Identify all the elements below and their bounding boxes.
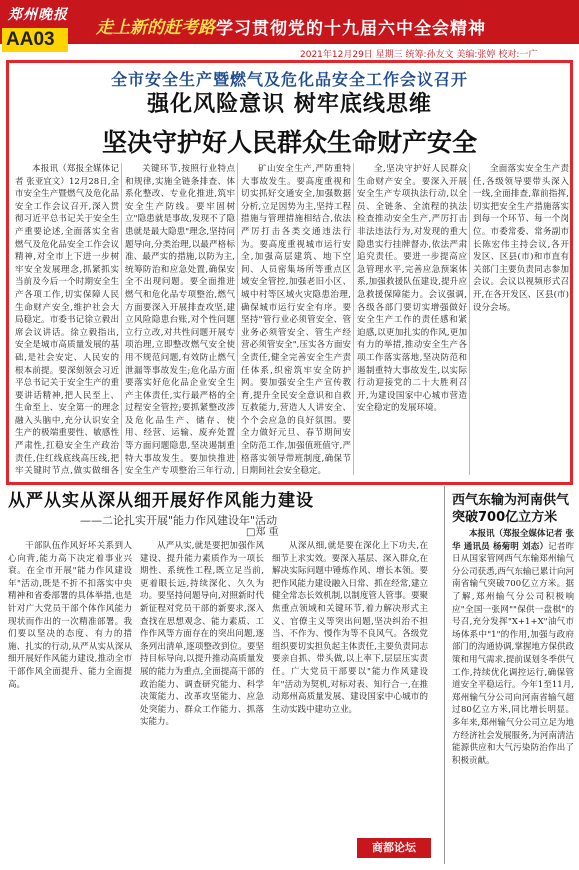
feature-column-4 (357, 163, 467, 475)
feature-headline-line1: 强化风险意识 树牢底线思维 (147, 91, 432, 117)
commentary-column-text: 从严从实,就是要把加强作风建设、提升能力素质作为一项长期性、系统性工程,既立足当前,更着眼长远,持续深化、久久为功。要坚持问题导向,对照新时代新征程对党员干部的新要求,深入查找在思想观念、能力素质、工作作风等方面存在的突出问题,逐条列出清单,逐项整改到位。要坚持目标导向,以提升推动高质量发展的能力为重点,全面提高干部的政治能力、调查研究能力、科学决策能力、改革攻坚能力、应急处突能力、群众工作能力、抓落实能力。 (140, 541, 264, 728)
commentary-byline: □郑 重 (246, 527, 279, 538)
feature-column-text: 关键环节,按照行业特点和规律,实施全链条排查、体系化整改、专业化推进,筑牢安全生产防线。要牢固树立"隐患就是事故,发现不了隐患就是最大隐患"理念,坚持问题导向,分类治理,以最严格标准、最严实的措施,以防为主,统筹防治和应急处置,确保安全不出现问题。要全面推进燃气和危化品专项整治,燃气方面要深入开展排查攻坚,建立风险隐患台账,对个性问题立行立改,对共性问题开展专项治理,立即整改燃气安全使用不规范问题,有效防止燃气泄漏等事故发生;危化品方面要落实好危化品企业安全生产主体责任,实行最严格的全过程安全管控;要抓紧整改涉及危化品生产、储存、使用、经营、运输、废弃处置等方面问题隐患,坚决遏制重特大事故发生。要加快推进安全生产专项整治三年行动, (125, 164, 235, 475)
dateline: 2021年12月29日 星期三 统筹:孙友文 美编:张婷 校对:一广 (300, 50, 538, 60)
feature-column-3 (241, 163, 351, 475)
commentary-column-text: 从深从细,就是要在深化上下功夫,在细节上求实效。要深入基层、深入群众,在解决实际问题中锤炼作风、增长本领。要把作风能力建设融入日常、抓在经常,建立健全常态长效机制,以制度管人管事。要聚焦重点领域和关键环节,着力解决形式主义、官僚主义等突出问题,坚决纠治不担当、不作为、慢作为等不良风气。各级党组织要切实担负起主体责任,主要负责同志要亲自抓、带头做,以上率下,层层压实责任。广大党员干部要以"能力作风建设年"活动为契机,对标对表、知行合一,在推动郑州高质量发展、建设国家中心城市的生动实践中建功立业。 (272, 541, 428, 715)
column-divider (353, 163, 354, 475)
page-number: AA03 (2, 28, 68, 52)
commentary-column-3 (272, 540, 428, 858)
banner-slogan: 走上新的赶考路 (96, 18, 215, 38)
feature-column-text: 矿山安全生产,严防重特大事故发生。要高度重视和切实抓好交通安全,加强数据分析,立足因势为主,坚持工程措施与管理措施相结合,依法严厉打击各类交通违法行为。要高度重视城市运行安全,加强高层建筑、地下空间、人员密集场所等重点区域安全管控,加强老旧小区、城中村等区域火灾隐患治理,确保城市运行安全有序。要坚持"管行业必须管安全、管业务必须管安全、管生产经营必须管安全",压实各方面安全责任,健全完善安全生产责任体系,织密筑牢安全防护网。要加强安全生产宣传教育,提升全民安全意识和自救互救能力,营造人人讲安全、个个会应急的良好氛围。要全力做好元旦、春节期间安全防范工作,加强值班值守,严格落实领导带班制度,确保节日期间社会安全稳定。 (241, 164, 351, 475)
feature-column-5 (473, 163, 569, 475)
column-divider (237, 163, 238, 475)
side-story-paragraph (452, 528, 574, 767)
page-banner (0, 0, 579, 44)
newspaper-masthead: 郑州晚报 (8, 7, 68, 23)
feature-column-text: 全面落实安全生产责任,各级领导要带头深入一线,全面排查,靠前指挥,切实把安全生产措施落实到每一个环节、每一个岗位。市委常委、常务副市长陈宏伟主持会议,各开发区、区县(市)和市直有关部门主要负责同志参加会议。会议以视频形式召开,在各开发区、区县(市)设分会场。 (473, 164, 569, 313)
feature-column-2 (125, 163, 235, 475)
commentary-column-2 (140, 540, 264, 858)
feature-column-text: 本报讯（郑报全媒体记者 张亚宜文）12月28日,全市安全生产暨燃气及危化品安全工作会议召开,深入贯彻习近平总书记关于安全生产重要论述,全面落实全省燃气及危化品安全工作会议精神,对全市上下进一步树牢安全发展理念,抓紧抓实当前及今后一个时期安全生产各项工作,切实保障人民生命财产安全,维护社会大局稳定。市委书记徐立毅出席会议讲话。徐立毅指出,安全是城市高质量发展的基础,是社会安定、人民安的根本前提。要深刻领会习近平总书记关于安全生产的重要讲话精神,把人民至上、生命至上、安全第一的理念融入头脑中,充分认识安全生产的极端重要性、敏感性严肃性,扛稳安全生产政治责任,住红线底线高压线,把牢关键时节点,做实做细各 (15, 164, 119, 475)
sidebar-divider (444, 486, 445, 864)
feature-column-text: 全,坚决守护好人民群众生命财产安全。要深入开展安全生产专项执法行动,以全员、全链条、全流程的执法检查推动安全生产,严厉打击非法违法行为,对发现的重大隐患实行挂牌督办,依法严肃追究责任。要进一步提高应急管理水平,完善应急预案体系,加强救援队伍建设,提升应急救援保障能力。会议强调,各级各部门要切实增强做好安全生产工作的责任感和紧迫感,以更加扎实的作风,更加有力的举措,推动安全生产各项工作落实落地,坚决防范和遏制重特大事故发生,以实际行动迎接党的二十大胜利召开,为建设国家中心城市营造安全稳定的发展环境。 (357, 164, 467, 414)
commentary-subtitle: ——二论扎实开展"能力作风建设年"活动 (80, 514, 278, 527)
banner-theme: 学习贯彻党的十九届六中全会精神 (216, 19, 486, 39)
side-story-body (452, 528, 574, 863)
commentary-headline: 从严从实从深从细开展好作风能力建设 (8, 491, 314, 511)
side-story-text: 记者昨日从国家管网西气东输郑州输气分公司获悉,西气东输已累计向河南省输气突破700亿立方米。据了解,郑州输气分公司积极响应"全国一张网""保供一盘棋"的号召,充分发挥"X+1+X"油气市场体系中"1"的作用,加强与政府部门的沟通协调,掌握地方保供政策和用气需求,提前谋划冬季供气工作,持续优化调控运行,确保管道安全平稳运行。今年1至11月,郑州输气分公司向河南省输气超过80亿立方米,同比增长明显。多年来,郑州输气分公司立足为地方经济社会发展服务,为河南清洁能源供应和大气污染防治作出了积极贡献。 (452, 541, 574, 766)
feature-headline-line2: 坚决守护好人民群众生命财产安全 (101, 128, 477, 157)
feature-kicker: 全市安全生产暨燃气及危化品安全工作会议召开 (110, 70, 468, 89)
side-story-byline: 本报讯（郑报全媒体记者 张华 通讯员 杨菊明 刘态） (452, 529, 574, 552)
feature-article-box (6, 60, 573, 485)
feature-column-1 (15, 163, 119, 475)
column-divider (121, 163, 122, 475)
side-story-headline: 西气东输为河南供气突破700亿立方米 (452, 493, 570, 525)
commentary-column-text: 干部队伍作风好坏关系到人心向背,能力高下决定着事业兴衰。在全市开展"能力作风建设年"活动,既是不折不扣落实中央精神和省委部署的具体举措,也是针对广大党员干部个体作风能力现状而作出的一次精准部署。我们要以坚决的态度、有力的措施、扎实的行动,从严从实从深从细开展好作风能力建设,推动全市干部作风全面提升、能力全面提高。 (8, 541, 132, 690)
column-stamp: 商都论坛 (357, 838, 431, 858)
commentary-column-1 (8, 540, 132, 858)
column-divider (469, 163, 470, 475)
